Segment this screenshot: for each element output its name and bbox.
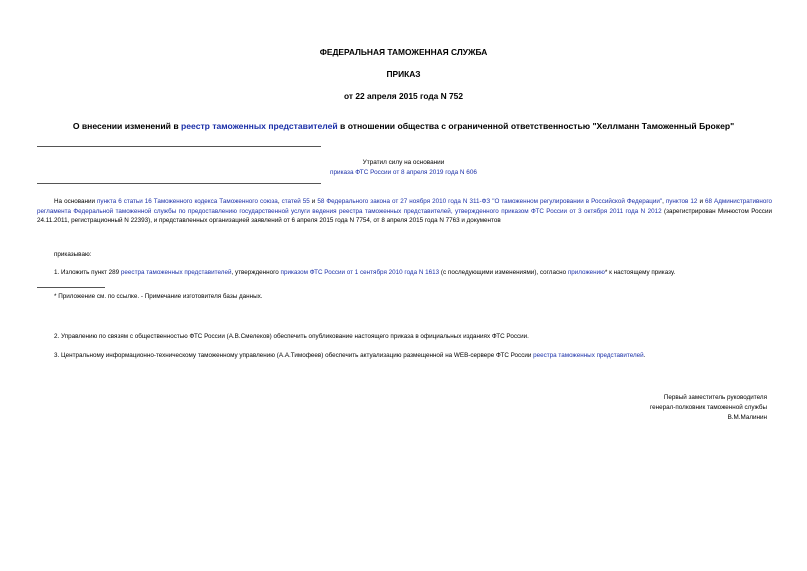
preamble-text-2: , bbox=[277, 198, 282, 205]
item-3 bbox=[54, 351, 645, 361]
signature-name: В.М.Малинин bbox=[727, 414, 767, 421]
item1-text-4: * к настоящему приказу. bbox=[604, 269, 676, 276]
item3-text-1: 3. Центральному информационно-техническому таможенному управлению (А.А.Тимофеев) обеспечить актуализацию размещенной на WEB-сервере ФТС России bbox=[54, 352, 534, 359]
document-title bbox=[0, 121, 807, 131]
item3-registry-link[interactable]: реестра таможенных представителей bbox=[533, 352, 644, 359]
item-1 bbox=[54, 268, 675, 278]
date-number-heading: от 22 апреля 2015 года N 752 bbox=[344, 91, 463, 101]
preamble-text-1: На основании bbox=[54, 198, 98, 205]
item1-text-2: , утвержденного bbox=[231, 269, 281, 276]
agency-heading: ФЕДЕРАЛЬНАЯ ТАМОЖЕННАЯ СЛУЖБА bbox=[319, 47, 488, 57]
rule-top bbox=[37, 146, 321, 147]
item1-text-1: 1. Изложить пункт 289 bbox=[54, 269, 121, 276]
appendix-link[interactable]: приложению bbox=[567, 269, 605, 276]
order-word: приказываю: bbox=[54, 251, 92, 258]
signature-rank: генерал-полковник таможенной службы bbox=[649, 404, 767, 411]
repeal-order-link[interactable]: приказа ФТС России от 8 апреля 2019 года N 606 bbox=[330, 169, 477, 176]
item3-text-2: . bbox=[643, 352, 646, 359]
rule-bottom bbox=[37, 183, 321, 184]
federal-law-link[interactable]: 58 Федерального закона от 27 ноября 2010 года N 311-ФЗ "О таможенном регулировании в Российской Федерации" bbox=[317, 198, 663, 205]
preamble-text-4: , bbox=[662, 198, 666, 205]
points-12-link[interactable]: пунктов 12 bbox=[665, 198, 698, 205]
title-prefix: О внесении изменений в bbox=[72, 121, 181, 131]
item-2: 2. Управлению по связям с общественностью ФТС России (А.В.Смелеков) обеспечить опубликование настоящего приказа в официальных изданиях ФТС России. bbox=[54, 333, 529, 340]
item1-text-3: (с последующими изменениями), согласно bbox=[439, 269, 568, 276]
item1-registry-link[interactable]: реестра таможенных представителей bbox=[120, 269, 232, 276]
preamble-paragraph bbox=[37, 197, 772, 226]
title-registry-link[interactable]: реестр таможенных представителей bbox=[181, 121, 338, 131]
customs-code-link[interactable]: пункта 6 статьи 16 Таможенного кодекса Таможенного союза bbox=[97, 198, 278, 205]
footnote-rule bbox=[37, 287, 105, 288]
signature-position: Первый заместитель руководителя bbox=[663, 394, 767, 401]
doc-type-heading: ПРИКАЗ bbox=[386, 69, 421, 79]
status-note-line bbox=[0, 168, 807, 178]
status-note-text: Утратил силу на основании bbox=[362, 159, 445, 166]
admin-regulation-link[interactable]: 68 Административного регламента Федеральной таможенной службы по предоставлению государственной услуги ведения реестра таможенных представителей, утвержденного приказом ФТС России от 3 октября 2011 года N 2012 bbox=[37, 198, 773, 215]
signature-block bbox=[650, 393, 767, 423]
preamble-text-5: и bbox=[697, 198, 705, 205]
preamble-text-6: (зарегистрирован Минюстом России 24.11.2011, регистрационный N 22393), и представленных организацией заявлений от 6 апреля 2015 года N 7754, от 8 апреля 2015 года N 7763 и документов bbox=[37, 207, 772, 224]
preamble-text-3: и bbox=[309, 198, 318, 205]
order-1613-link[interactable]: приказом ФТС России от 1 сентября 2010 года N 1613 bbox=[280, 269, 440, 276]
title-suffix: в отношении общества с ограниченной ответственностью "Хеллманн Таможенный Брокер" bbox=[337, 121, 735, 131]
article-55-link[interactable]: статей 55 bbox=[281, 198, 310, 205]
footnote: * Приложение см. по ссылке. - Примечание изготовителя базы данных. bbox=[54, 293, 263, 300]
